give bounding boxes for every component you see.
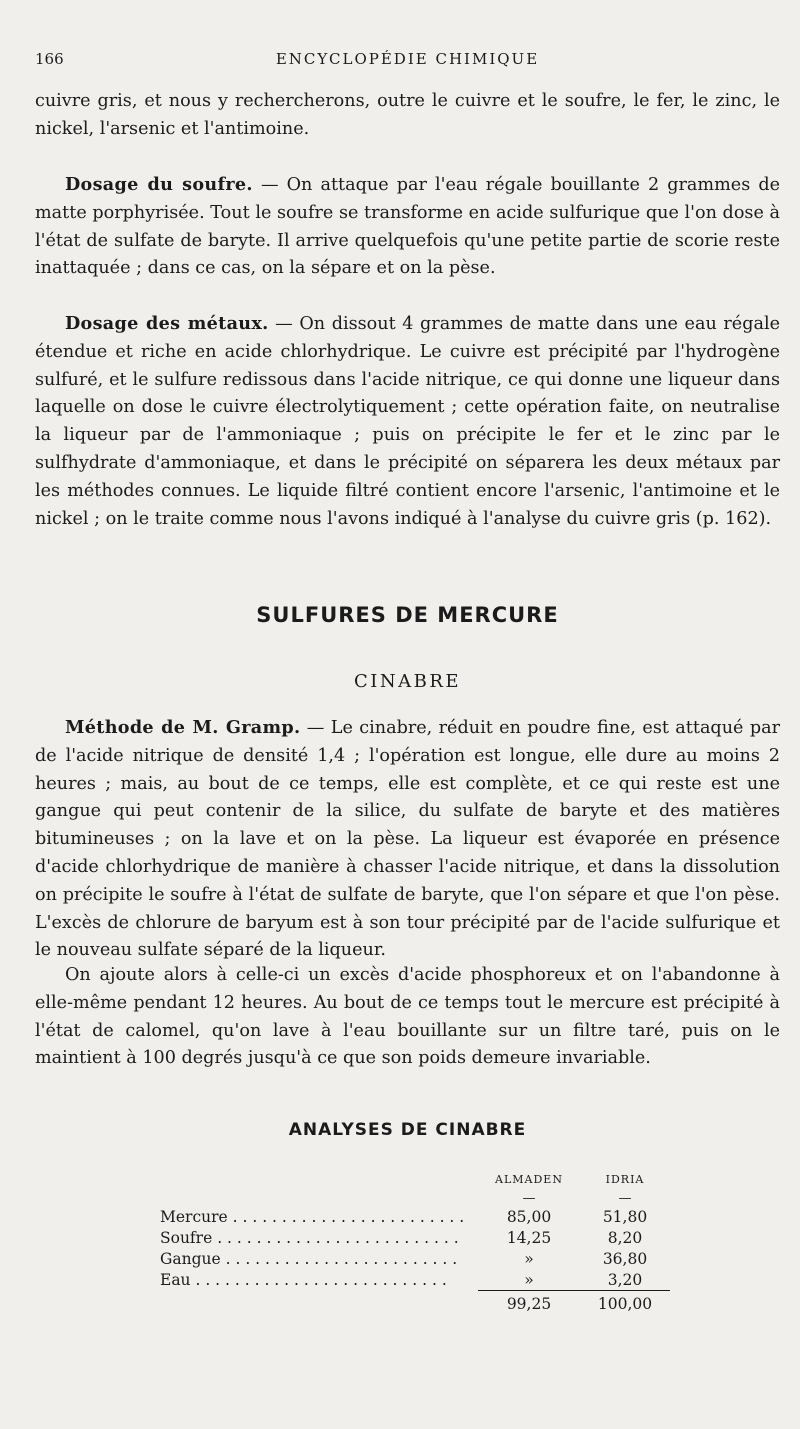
paragraph-text: — On attaque par l'eau régale bouillante 2 grammes de matte porphyrisée. Tout le soufre se transforme en acide sulfurique que l'on dose à l'état de sulfate de baryte. Il arrive quelquefois qu'une petite partie de scorie reste inattaquée ; dans ce cas, on la sépare et on la pèse. xyxy=(35,175,780,279)
table-total-row xyxy=(160,1291,670,1315)
cell-idria: 3,20 xyxy=(607,1270,643,1289)
paragraph-dosage-metaux xyxy=(35,310,780,533)
cell-almaden: » xyxy=(524,1249,534,1268)
paragraph-dosage-soufre xyxy=(35,171,780,283)
row-label: Soufre . . . . . . . . . . . . . . . . . . . . . . . . . xyxy=(160,1228,459,1247)
cell-almaden: 14,25 xyxy=(506,1228,552,1247)
paragraph-text: — Le cinabre, réduit en poudre fine, est attaqué par de l'acide nitrique de densité 1,4 ; l'opération est longue, elle dure au moins 2 heures ; mais, au bout de ce temps, elle est complète, et ce qui reste est une gangue qui peut contenir de la silice, du sulfate de baryte et des matières bitumineuses ; on la lave et on la pèse. La liqueur est évaporée en présence d'acide chlorhydrique de manière à chasser l'acide nitrique, et dans la dissolution on précipite le soufre à l'état de sulfate de baryte, que l'on sépare et que l'on pèse. L'excès de chlorure de baryum est à son tour précipité par de l'acide sulfurique et le nouveau sulfate séparé de la liqueur. xyxy=(35,718,780,961)
table-dash-row xyxy=(160,1190,670,1206)
table-row xyxy=(160,1206,670,1227)
run-in-heading: Dosage du soufre. xyxy=(65,174,253,195)
paragraph-text: — On dissout 4 grammes de matte dans une eau régale étendue et riche en acide chlorhydrique. Le cuivre est précipité par l'hydrogène sulfuré, et le sulfure redissous dans l'acide nitrique, ce qui donne une liqueur dans laquelle on dose le cuivre électrolytiquement ; cette opération faite, on neutralise la liqueur par de l'ammoniaque ; puis on précipite le fer et le zinc par le sulfhydrate d'ammoniaque, et dans le précipité on séparera les deux métaux par les méthodes connues. Le liquide filtré contient encore l'arsenic, l'antimoine et le nickel ; on le traite comme nous l'avons indiqué à l'analyse du cuivre gris (p. 162). xyxy=(35,314,780,529)
table-row xyxy=(160,1227,670,1248)
run-in-heading: Méthode de M. Gramp. xyxy=(65,717,301,738)
page-header xyxy=(35,50,780,72)
column-header-almaden: ALMADEN xyxy=(495,1172,563,1186)
dash: — xyxy=(618,1190,632,1206)
table-header-row xyxy=(160,1168,670,1190)
paragraph-continuation xyxy=(35,88,780,144)
table-title: ANALYSES DE CINABRE xyxy=(288,1120,527,1140)
run-in-heading: Dosage des métaux. xyxy=(65,313,269,334)
dash: — xyxy=(522,1190,536,1206)
cell-idria: 51,80 xyxy=(602,1207,648,1226)
row-label: Eau . . . . . . . . . . . . . . . . . . . . . . . . . . xyxy=(160,1270,447,1289)
row-label: Mercure . . . . . . . . . . . . . . . . . . . . . . . . xyxy=(160,1207,465,1226)
page-number: 166 xyxy=(35,50,64,68)
section-title: SULFURES DE MERCURE xyxy=(256,603,559,627)
analyses-table xyxy=(160,1168,670,1314)
cell-idria: 36,80 xyxy=(602,1249,648,1268)
row-label: Gangue . . . . . . . . . . . . . . . . . . . . . . . . xyxy=(160,1249,458,1268)
paragraph-calomel xyxy=(35,962,780,1073)
running-title: ENCYCLOPÉDIE CHIMIQUE xyxy=(275,50,540,68)
table-row xyxy=(160,1269,670,1291)
table-row xyxy=(160,1248,670,1269)
paragraph-text: On ajoute alors à celle-ci un excès d'acide phosphoreux et on l'abandonne à elle-même pendant 12 heures. Au bout de ce temps tout le mercure est précipité à l'état de calomel, qu'on lave à l'eau bouillante sur un filtre taré, puis on le maintient à 100 degrés jusqu'à ce que son poids demeure invariable. xyxy=(35,965,780,1069)
paragraph-methode-gramp xyxy=(35,714,780,965)
subsection-title: CINABRE xyxy=(353,671,462,692)
cell-idria: 8,20 xyxy=(607,1228,643,1247)
total-idria: 100,00 xyxy=(580,1291,670,1315)
paragraph-text: cuivre gris, et nous y rechercherons, outre le cuivre et le soufre, le fer, le zinc, le nickel, l'arsenic et l'antimoine. xyxy=(35,91,780,139)
cell-almaden: 85,00 xyxy=(506,1207,552,1226)
column-header-idria: IDRIA xyxy=(605,1172,645,1186)
cell-almaden: » xyxy=(524,1270,534,1289)
total-almaden: 99,25 xyxy=(478,1291,580,1315)
